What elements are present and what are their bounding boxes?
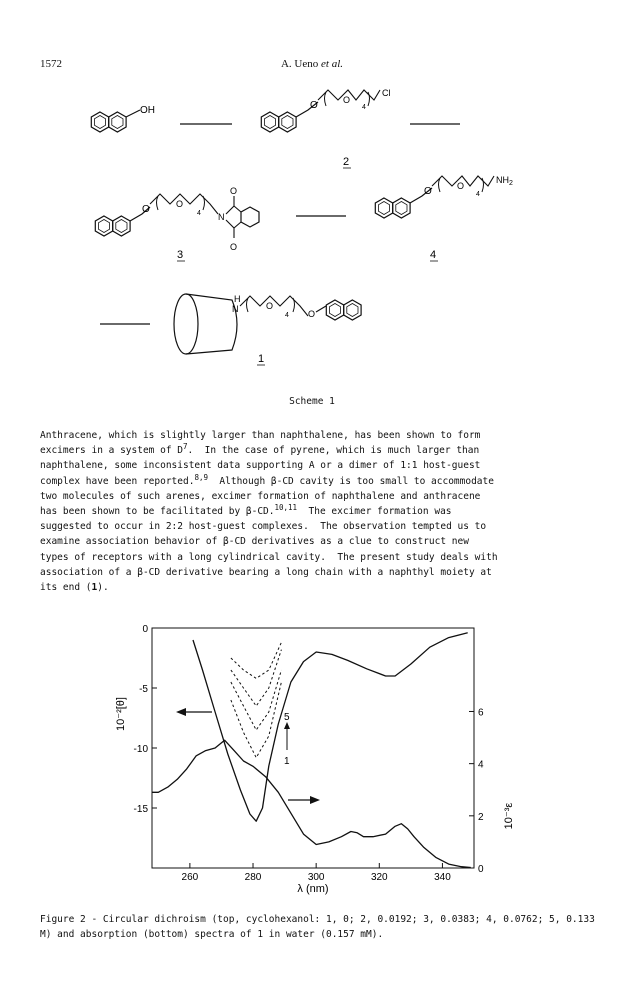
page-number: 1572 [40, 58, 62, 70]
y-left-tick-label: 0 [142, 624, 148, 635]
svg-text:O: O [424, 186, 432, 197]
svg-text:O: O [230, 186, 238, 196]
y-left-tick-label: -5 [139, 684, 148, 695]
running-title-author: A. Ueno [280, 58, 319, 70]
cd-curve [193, 633, 468, 821]
svg-text:H: H [234, 294, 241, 304]
y-left-tick-label: -10 [133, 744, 148, 755]
left-axis-arrow [176, 708, 212, 716]
label-o: O [310, 100, 318, 111]
svg-text:4: 4 [362, 104, 366, 111]
label-compound-2: 2 [343, 156, 350, 168]
y-right-tick-label: 4 [478, 759, 484, 771]
x-tick-label: 280 [244, 872, 262, 883]
body-paragraph: Anthracene, which is slightly larger than naphthalene, has been shown to form excimers in a system of $D^7$. In the case of pyrene, which is much larger than naphthalene, some inconsistent data supporting A or a dimer of 1:1 host-guest complex have been reported.$^{8,9}$ Although β-CD cavity is too small to accommodate two molecules of such arenes, excimer formation of naphthalene and anthracene has been shown to be facilitated by β-CD.$^{10,11}$ The excimer formation was suggested to occur in 2:2 host-guest complexes. The observation tempted us to examine association behavior of β-CD derivatives as a clue to construct new types of receptors with a long cylindrical cavity. The present study deals with association of a β-CD derivative bearing a long chain with a naphthyl moiety at its end (1). [40, 430, 498, 594]
svg-text:O: O [343, 95, 351, 105]
svg-text:O: O [176, 199, 184, 209]
naphthol-structure [91, 112, 126, 132]
y-right-tick-label: 0 [478, 864, 484, 875]
compound-3-structure [95, 216, 130, 236]
svg-text:O: O [266, 301, 274, 311]
label-compound-3: 3 [177, 249, 184, 261]
figure-2-chart [0, 610, 624, 910]
x-tick-label: 260 [181, 872, 199, 883]
annotation-5: 5 [284, 712, 290, 723]
figure-caption: Figure 2 - Circular dichroism (top, cyclohexanol: 1, 0; 2, 0.0192; 3, 0.0383; 4, 0.0762; 5, 0.133 M) and absorption (bottom) spectra of 1 in water (0.157 mM). [40, 914, 595, 940]
absorption-curve [152, 740, 471, 867]
x-tick-label: 340 [434, 872, 451, 883]
y-right-tick-label: 6 [478, 707, 484, 719]
x-axis-label: λ (nm) [297, 883, 329, 895]
label-n: N [218, 212, 225, 222]
y-right-label: 10⁻³ε [503, 802, 515, 830]
right-axis-arrow [288, 796, 320, 804]
svg-text:O: O [142, 204, 150, 215]
svg-text:4: 4 [285, 312, 289, 319]
label-oh: OH [140, 105, 155, 116]
y-right-tick-label: 2 [478, 811, 484, 823]
svg-text:O: O [308, 309, 316, 319]
x-tick-label: 300 [307, 872, 325, 883]
label-nh2: $NH_2$ [496, 175, 513, 187]
cyclodextrin-cylinder [174, 294, 237, 354]
running-title-suffix: et al. [321, 58, 344, 70]
svg-text:4: 4 [197, 210, 201, 217]
y-left-tick-label: -15 [133, 804, 148, 815]
svg-text:Cl: Cl [382, 88, 391, 98]
svg-text:N: N [232, 304, 239, 314]
scheme-1 [0, 0, 624, 420]
svg-text:O: O [457, 181, 465, 191]
svg-text:O: O [230, 242, 238, 252]
label-compound-4: 4 [430, 249, 437, 261]
y-left-label: 10⁻²[θ] [115, 697, 127, 731]
compound-1-structure [326, 300, 361, 320]
cd-dashed-curve [231, 670, 282, 730]
compound-2-structure [261, 112, 296, 132]
label-compound-1: 1 [258, 353, 265, 365]
svg-text:4: 4 [476, 191, 480, 198]
scheme-caption: Scheme 1 [289, 396, 335, 407]
annotation-1: 1 [284, 756, 290, 767]
compound-4-structure [375, 198, 410, 218]
concentration-arrow [284, 722, 290, 750]
x-tick-label: 320 [370, 872, 388, 883]
